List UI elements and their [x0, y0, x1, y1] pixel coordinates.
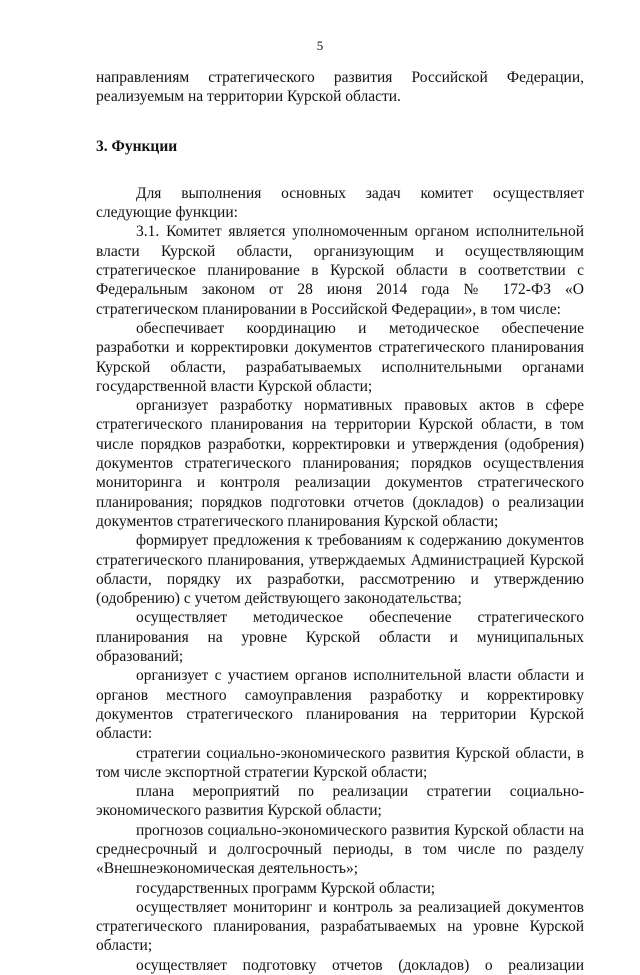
paragraph: формирует предложения к требованиям к содержанию документов стратегического планирования, утверждаемых Администрацией Курской области, порядку их разработки, рассмотрению и утверждению (одобрению) с учетом действующего законодательства;	[96, 532, 584, 608]
paragraph: 3.1. Комитет является уполномоченным органом исполнительной власти Курской области, организующим и осуществляющим стратегическое планирование в Курской области в соответствии с Федеральным законом от 28 июня 2014 года № 172-ФЗ «О стратегическом планировании в Российской Федерации», в том числе:	[96, 223, 584, 318]
paragraph: государственных программ Курской области;	[136, 879, 436, 897]
paragraph-continuation: направлениям стратегического развития Российской Федерации, реализуемым на территории Курской области.	[96, 69, 584, 106]
document-body	[96, 68, 584, 975]
paragraph: Для выполнения основных задач комитет осуществляет следующие функции:	[96, 184, 584, 222]
paragraph: организует разработку нормативных правовых актов в сфере стратегического планирования на территории Курской области, в том числе порядков разработки, корректировки и утверждения (одобрения) документов стратегического планирования; порядков осуществления мониторинга и контроля реализации документов стратегического планирования; порядков подготовки отчетов (докладов) о реализации документов стратегического планирования Курской области;	[96, 397, 584, 530]
paragraph: осуществляет мониторинг и контроль за реализацией документов стратегического планирования, разрабатываемых на уровне Курской области;	[96, 898, 584, 955]
paragraph: осуществляет методическое обеспечение стратегического планирования на уровне Курской области и муниципальных образований;	[96, 609, 584, 666]
paragraph: осуществляет подготовку отчетов (докладов) о реализации	[136, 956, 584, 974]
paragraph: стратегии социально-экономического развития Курской области, в том числе экспортной стратегии Курской области;	[96, 744, 584, 781]
paragraph: прогнозов социально-экономического развития Курской области на среднесрочный и долгосрочный периоды, в том числе по разделу «Внешнеэкономическая деятельность»;	[96, 821, 584, 878]
section-heading: 3. Функции	[96, 137, 178, 155]
page-number: 5	[316, 38, 324, 53]
paragraph: плана мероприятий по реализации стратегии социально-экономического развития Курской области;	[96, 783, 584, 820]
paragraph: организует с участием органов исполнительной власти области и органов местного самоуправления разработку и корректировку документов стратегического планирования на территории Курской области:	[96, 667, 584, 743]
paragraph: обеспечивает координацию и методическое обеспечение разработки и корректировки документов стратегического планирования Курской области, разрабатываемых исполнительными органами государственной власти Курской области;	[96, 319, 584, 395]
